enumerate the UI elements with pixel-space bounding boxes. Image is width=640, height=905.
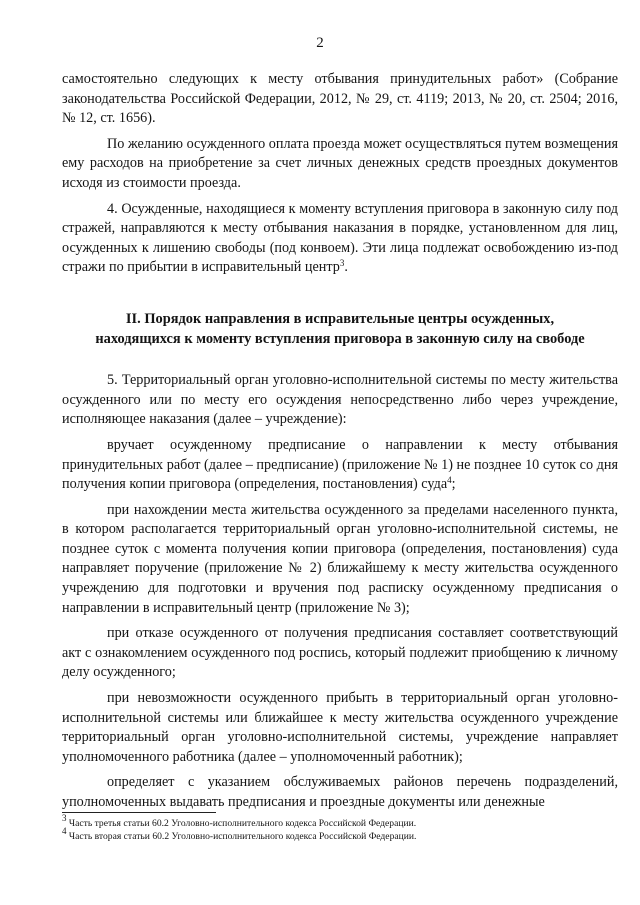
section-heading (62, 310, 618, 349)
paragraph-item-4 (62, 200, 618, 278)
footnote-3 (62, 813, 618, 830)
page-number: 2 (316, 35, 324, 51)
footnotes (62, 813, 618, 843)
footnote-3-text: Часть третья статьи 60.2 Уголовно-исполнительного кодекса Российской Федерации. (68, 818, 417, 829)
footnote-ref-3: 3 (339, 258, 345, 269)
footnote-4-mark: 4 (62, 826, 67, 836)
paragraph-payment: По желанию осужденного оплата проезда может осуществляться путем возмещения ему расходов на приобретение за счет личных денежных средств проездных документов исходя из стоимости проезда. (62, 135, 618, 191)
paragraph-otkaze: при отказе осужденного от получения предписания составляет соответствующий акт с ознакомлением осужденного под роспись, который подлежит приобщению к личному делу осужденного; (62, 625, 618, 681)
document-body (62, 70, 618, 813)
section-heading-line-2: находящихся к моменту вступления приговора в законную силу на свободе (95, 330, 585, 347)
paragraph-item-4-text: 4. Осужденные, находящиеся к моменту вступления приговора в законную силу под стражей, направляются к месту отбывания наказания в порядке, установленном для лиц, осужденных к лишению свободы (под конвоем). Эти лица подлежат освобождению из-под стражи по прибытии в исправительный центр (62, 200, 618, 276)
paragraph-nevozmozhnosti: при невозможности осужденного прибыть в территориальный орган уголовно-исполнительной системы или ближайшее к месту жительства осужденного учреждение территориальный орган уголовно-исполнительной системы, учреждение направляет уполномоченного работника (далее – уполномоченный работник); (62, 690, 618, 765)
footnote-4-text: Часть вторая статьи 60.2 Уголовно-исполнительного кодекса Российской Федерации. (68, 831, 417, 842)
paragraph-vruchaet (62, 436, 618, 495)
paragraph-item-5: 5. Территориальный орган уголовно-исполнительной системы по месту жительства осужденного или по месту его осуждения непосредственно либо через учреждение, исполняющее наказания (далее – учреждение): (62, 372, 618, 428)
paragraph-continuation: самостоятельно следующих к месту отбывания принудительных работ» (Собрание законодательства Российской Федерации, 2012, № 29, ст. 4119; 2013, № 20, ст. 2504; 2016, № 12, ст. 1656). (62, 71, 618, 127)
paragraph-item-4-end: . (344, 259, 348, 276)
footnote-4 (62, 826, 618, 843)
paragraph-vruchaet-text: вручает осужденному предписание о направлении к месту отбывания принудительных работ (далее – предписание) (приложение № 1) не позднее 10 суток со дня получения копии приговора (определения, постановления) суда (62, 436, 618, 493)
paragraph-nahozhdenii: при нахождении места жительства осужденного за пределами населенного пункта, в котором располагается территориальный орган уголовно-исполнительной системы, не позднее суток с момента получения копии приговора (определения, постановления) суда направляет поручение (приложение № 2) ближайшему к месту жительства осужденного учреждению для подготовки и вручения под расписку осужденному предписания о направлении в исправительный центр (приложение № 3); (62, 501, 618, 616)
footnote-ref-4: 4 (447, 475, 452, 486)
section-heading-line-1: II. Порядок направления в исправительные центры осужденных, (125, 310, 555, 327)
paragraph-vruchaet-end: ; (451, 476, 456, 493)
footnote-divider (62, 812, 216, 813)
paragraph-opredelyaet: определяет с указанием обслуживаемых районов перечень подразделений, уполномоченных выдавать предписания и проездные документы или денежные (62, 774, 618, 810)
footnote-3-mark: 3 (62, 813, 67, 823)
